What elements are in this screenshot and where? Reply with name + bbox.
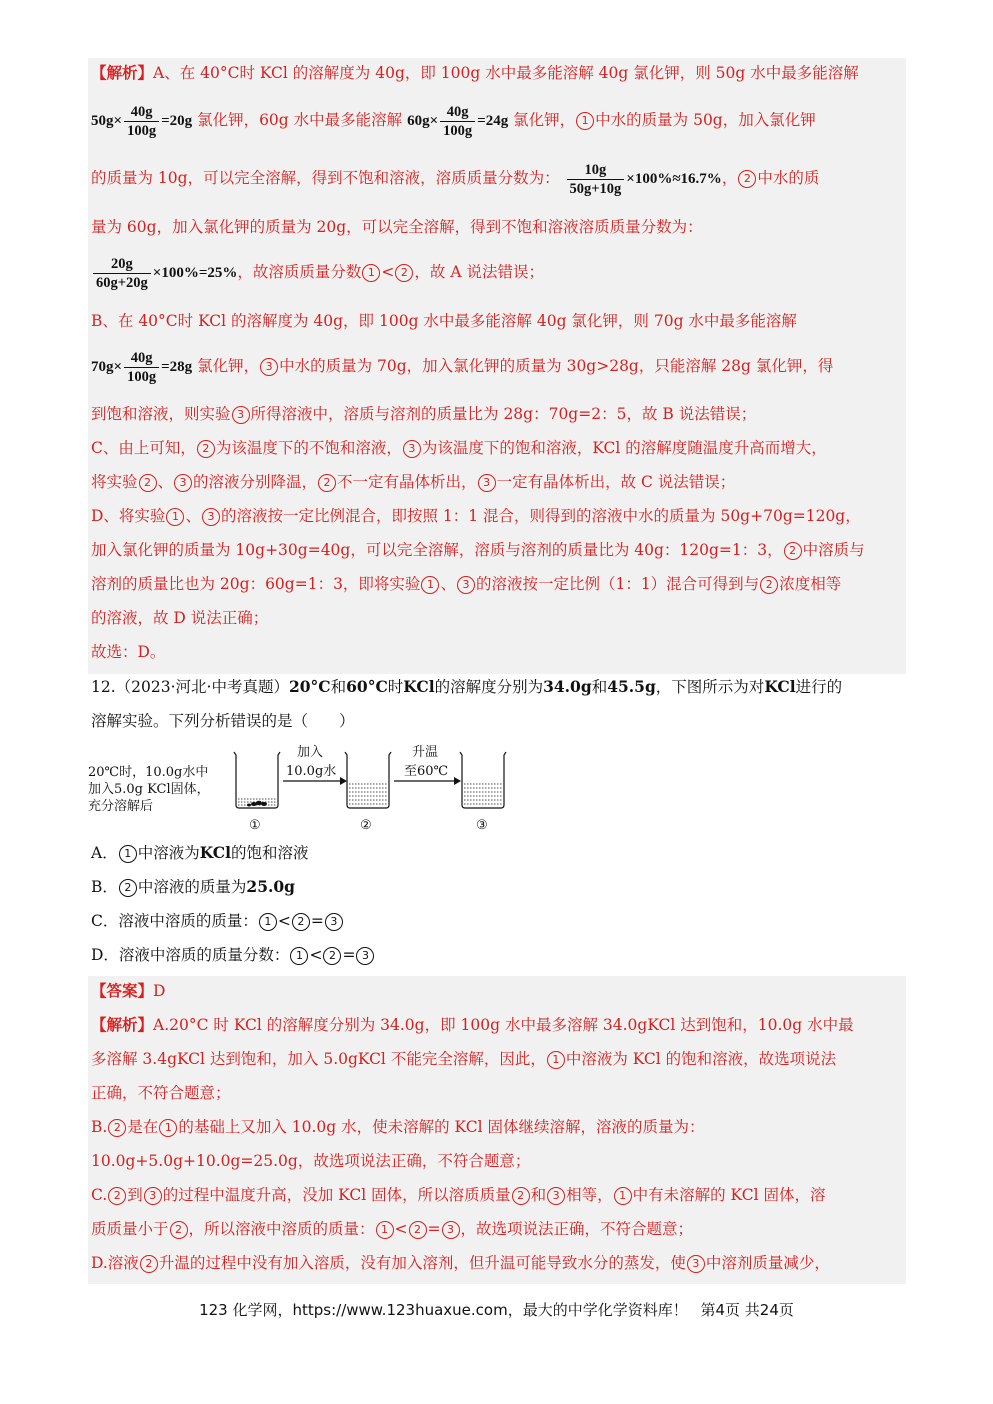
answer-line: 【答案】D: [91, 981, 166, 1000]
fraction: $\frac{10g}{50g+10g}$: [567, 161, 625, 198]
circled-number-1: 1: [362, 264, 380, 282]
beaker-2: [345, 752, 391, 808]
arrow1-top-label: 加入: [297, 745, 324, 760]
analysis-line-9: C、由上可知， 2 为该温度下的不饱和溶液， 3 为该温度下的饱和溶液，KCl 的溶解度随温度升高而增大，: [91, 439, 827, 457]
analysis2-line-6: C. 2 到 3 的过程中温度升高，没加 KCl 固体，所以溶质质量 2 和 3 相等， 1 中有未溶解的 KCl 固体，溶: [91, 1186, 826, 1204]
circled-number-2: 2: [108, 1187, 126, 1205]
circled-number-2: 2: [760, 576, 778, 594]
diagram-desc-3: 充分溶解后: [88, 799, 154, 814]
beaker-1: [234, 752, 280, 808]
analysis-line-1: 【解析】A、在 40°C时 KCl 的溶解度为 40g，即 100g 水中最多能溶解 40g 氯化钾，则 50g 水中最多能溶解: [91, 63, 859, 82]
circled-number-3: 3: [232, 406, 250, 424]
circled-number-2: 2: [197, 440, 215, 458]
circled-number-1: 1: [576, 112, 594, 130]
circled-number-1: 1: [614, 1187, 632, 1205]
analysis-line-11: D、将实验 1 、 3 的溶液按一定比例混合，即按照 1：1 混合，则得到的溶液中水的质量为 50g+70g=120g，: [91, 507, 861, 525]
diagram-desc-1: 20℃时，10.0g水中: [88, 765, 209, 780]
circled-number-2: 2: [784, 542, 802, 560]
option-b: B． 2 中溶液的质量为25.0g: [91, 877, 295, 896]
analysis2-line-5: 10.0g+5.0g+10.0g=25.0g，故选项说法正确，不符合题意；: [91, 1152, 531, 1170]
fraction: $\frac{20g}{60g+20g}$: [93, 255, 151, 292]
circled-number-3: 3: [202, 508, 220, 526]
circled-number-2: 2: [409, 1221, 427, 1239]
analysis2-line-1: 【解析】A.20°C 时 KCl 的溶解度分别为 34.0g，即 100g 水中最多溶解 34.0gKCl 达到饱和，10.0g 水中最: [91, 1015, 854, 1034]
arrow1-bottom-label: 10.0g水: [286, 764, 337, 779]
diagram-desc-2: 加入5.0g KCl固体，: [88, 782, 210, 797]
analysis-line-13: 溶剂的质量比也为 20g：60g=1：3，即将实验 1 、 3 的溶液按一定比例（1：1）混合可得到与 2 浓度相等: [91, 575, 842, 593]
circled-number-1: 1: [159, 1119, 177, 1137]
analysis-line-2: 50g× $\frac{40g}{100g}$ =20g 氯化钾，60g 水中最多能溶解 60g× $\frac{40g}{100g}$ =24g 氯化钾， 1 中水的质量为 50g，加入氯化钾: [91, 103, 816, 139]
analysis-line-7: 70g× $\frac{40g}{100g}$ =28g 氯化钾， 3 中水的质量为 70g，加入氯化钾的质量为 30g>28g，只能溶解 28g 氯化钾，得: [91, 349, 834, 385]
circled-number-3: 3: [547, 1187, 565, 1205]
analysis-line-10: 将实验 2 、 3 的溶液分别降温， 2 不一定有晶体析出， 3 一定有晶体析出，故 C 说法错误；: [91, 473, 736, 491]
circled-number-2: 2: [140, 1255, 158, 1273]
analysis-line-8: 到饱和溶液，则实验 3 所得溶液中，溶质与溶剂的质量比为 28g：70g=2：5，故 B 说法错误；: [91, 405, 757, 423]
circled-number-1: 1: [547, 1051, 565, 1069]
circled-number-2: 2: [139, 474, 157, 492]
circled-number-2: 2: [170, 1221, 188, 1239]
circled-number-2: 2: [119, 879, 137, 897]
circled-number-3: 3: [356, 947, 374, 965]
question-line-1: 12.（2023·河北·中考真题）20°C和60°C时KCl的溶解度分别为34.0g和45.5g，下图所示为对KCl进行的: [91, 677, 843, 696]
question-line-2: 溶解实验。下列分析错误的是（ ）: [91, 712, 355, 730]
circled-number-2: 2: [323, 947, 341, 965]
analysis-line-15: 故选：D。: [91, 643, 166, 661]
analysis-line-14: 的溶液，故 D 说法正确；: [91, 609, 269, 627]
analysis2-line-2: 多溶解 3.4gKCl 达到饱和，加入 5.0gKCl 不能完全溶解，因此， 1 中溶液为 KCl 的饱和溶液，故选项说法: [91, 1050, 837, 1068]
option-c: C．溶液中溶质的质量： 1 < 2 = 3: [91, 910, 906, 932]
circled-number-2: 2: [108, 1119, 126, 1137]
circled-number-2: 2: [318, 474, 336, 492]
circled-number-2: 2: [738, 170, 756, 188]
analysis2-line-3: 正确，不符合题意；: [91, 1084, 231, 1102]
analysis2-line-8: D.溶液 2 升温的过程中没有加入溶质，没有加入溶剂，但升温可能导致水分的蒸发，使 3 中溶剂质量减少，: [91, 1254, 830, 1272]
page-number: 第4页 共24页: [700, 1301, 794, 1319]
circled-number-1: 1: [259, 913, 277, 931]
circled-number-1: 1: [421, 576, 439, 594]
circled-number-2: 2: [292, 913, 310, 931]
circled-number-3: 3: [403, 440, 421, 458]
circled-number-3: 3: [457, 576, 475, 594]
experiment-diagram: [88, 740, 508, 835]
fraction: $\frac{40g}{100g}$: [440, 103, 475, 140]
circled-number-3: 3: [260, 358, 278, 376]
circled-number-3: 3: [144, 1187, 162, 1205]
fraction: $\frac{40g}{100g}$: [124, 349, 159, 386]
circled-number-3: 3: [687, 1255, 705, 1273]
circled-number-3: 3: [325, 913, 343, 931]
beaker-label-3: ③: [476, 818, 488, 833]
page-footer: [0, 1299, 993, 1320]
fraction: $\frac{40g}{100g}$: [124, 103, 159, 140]
arrow2-bottom-label: 至60℃: [404, 764, 449, 779]
circled-number-2: 2: [395, 264, 413, 282]
arrow2-top-label: 升温: [412, 745, 439, 760]
beaker-label-2: ②: [360, 818, 372, 833]
option-a: A． 1 中溶液为KCl的饱和溶液: [91, 843, 309, 862]
analysis-line-3: 的质量为 10g，可以完全溶解，得到不饱和溶液，溶质质量分数为： $\frac{10g}{50g+10g}$ ×100%≈16.7%， 2 中水的质: [91, 161, 820, 197]
analysis-line-5: $\frac{20g}{60g+20g}$ ×100%=25%，故溶质质量分数 1 < 2 ，故 A 说法错误；: [91, 252, 906, 292]
circled-number-1: 1: [376, 1221, 394, 1239]
beaker-3: [460, 752, 506, 808]
analysis2-line-4: B. 2 是在 1 的基础上又加入 10.0g 水，使未溶解的 KCl 固体继续溶解，溶液的质量为：: [91, 1118, 705, 1136]
circled-number-2: 2: [512, 1187, 530, 1205]
beaker-label-1: ①: [249, 818, 261, 833]
circled-number-3: 3: [478, 474, 496, 492]
analysis2-line-7: 质质量小于 2 ，所以溶液中溶质的质量： 1 < 2 = 3 ，故选项说法正确，不符合题意；: [91, 1220, 694, 1238]
option-d: D．溶液中溶质的质量分数： 1 < 2 = 3: [91, 944, 906, 966]
footer-site-link[interactable]: 123 化学网，https://www.123huaxue.com，最大的中学化学资料库！: [199, 1301, 688, 1319]
circled-number-1: 1: [290, 947, 308, 965]
circled-number-1: 1: [166, 508, 184, 526]
analysis-line-6: B、在 40°C时 KCl 的溶解度为 40g，即 100g 水中最多能溶解 40g 氯化钾，则 70g 水中最多能溶解: [91, 312, 797, 330]
analysis-line-4: 量为 60g，加入氯化钾的质量为 20g，可以完全溶解，得到不饱和溶液溶质质量分数为：: [91, 218, 703, 236]
circled-number-3: 3: [174, 474, 192, 492]
circled-number-3: 3: [442, 1221, 460, 1239]
circled-number-1: 1: [119, 845, 137, 863]
analysis-line-12: 加入氯化钾的质量为 10g+30g=40g，可以完全溶解，溶质与溶剂的质量比为 40g：120g=1：3， 2 中溶质与: [91, 541, 865, 559]
